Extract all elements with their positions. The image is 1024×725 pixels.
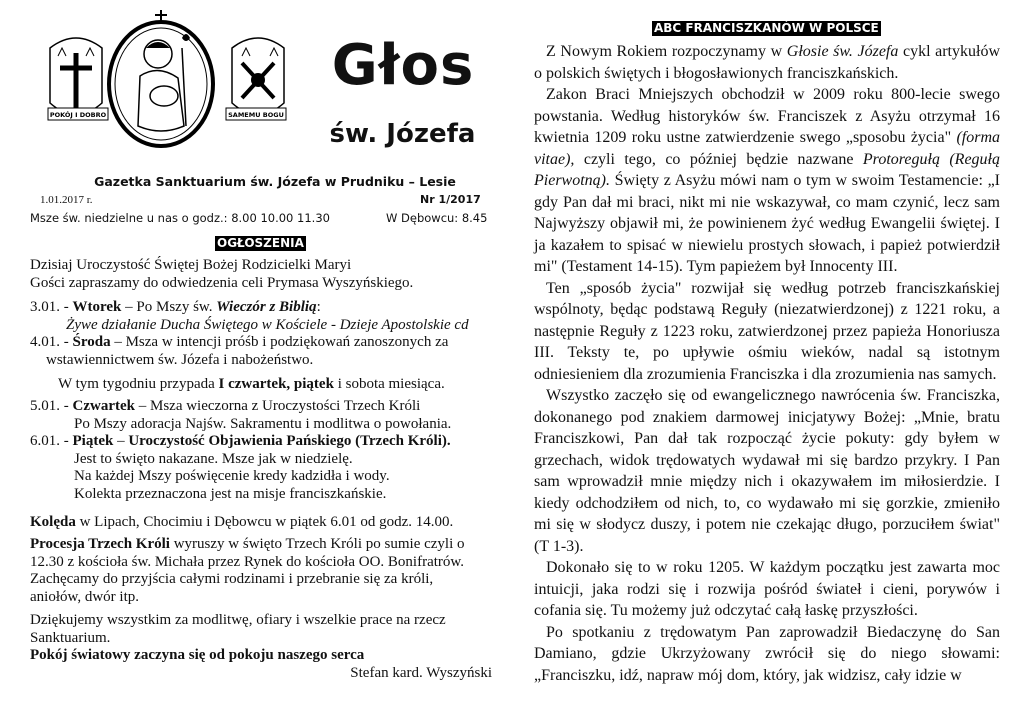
franciscan-emblem <box>46 8 288 150</box>
article-paragraph: Po spotkaniu z trędowatym Pan zaprowadził Biedaczynę do San Damiano, gdzie Ukrzyżowany zwrócił się do niego słowami: „Franciszku, idź, napraw mój dom, który, jak widzisz, cały idzie w <box>534 623 1000 684</box>
thanks-note <box>30 612 500 682</box>
koleda-note <box>30 514 500 532</box>
article-paragraph: Wszystko zaczęło się od ewangelicznego nawrócenia św. Franciszka, dokonanego pod znakiem darmowej inicjatywy Bożej: „Mnie, bratu Franciszkowi, Pan dał tak rozpocząć życie pokuty: gdy byłem w grzechach, widok trędowatych wydawał mi się bardzo przykry. I Pan sam wprowadził mnie między nich i okazywałem im miłosierdzie. I kiedy odchodziłem od nich, to, co wydawało mi się gorzkie, zmieniło mi się w słodycz duszy, i potem nie czekając długo, porzuciłem świat" (T 1-3). <box>534 387 1000 555</box>
issue-number: Nr 1/2017 <box>420 193 481 206</box>
mass-schedule: Msze św. niedzielne u nas o godz.: 8.00 10.00 11.30 <box>30 211 330 225</box>
ann-text: W tym tygodniu przypada <box>58 376 219 392</box>
ann-text: Jest to święto nakazane. Msze jak w niedzielę. <box>74 450 353 467</box>
ann-text: Zachęcamy do przyjścia całymi rodzinami i przebranie się za króli, <box>30 571 434 587</box>
ann-text: Kolekta przeznaczona jest na misje franciszkańskie. <box>74 485 387 502</box>
text: Zakon Braci Mniejszych obchodził w 2009 roku 800-lecie swego powstania. Według historyków św. Franciszek z Asyżu otrzymał 16 kwietnia 1209 roku ustne zatwierdzenie swego „sposobu życia" <box>534 86 1000 146</box>
announcements-intro <box>30 257 500 292</box>
ann-text: Sanktuarium. <box>30 629 111 646</box>
article-paragraph <box>534 84 1000 278</box>
svg-text:POKÓJ I DOBRO: POKÓJ I DOBRO <box>49 111 107 119</box>
ann-text: i sobota miesiąca. <box>333 376 445 392</box>
mass-schedule-debowiec: W Dębowcu: 8.45 <box>386 211 488 225</box>
ann-text: w Lipach, Chocimiu i Dębowcu w piątek 6.01 od godz. 14.00. <box>75 514 454 530</box>
day-label: Wtorek <box>72 299 122 315</box>
ann-text: – Po Mszy św. <box>121 299 217 315</box>
intro-line: Dzisiaj Uroczystość Świętej Bożej Rodzicielki Maryi <box>30 257 352 273</box>
ann-bold: Kolęda <box>30 514 76 530</box>
ann-text: wyruszy w święto Trzech Króli po sumie czyli o <box>169 536 465 552</box>
ann-text: Po Mszy adoracja Najśw. Sakramentu i modlitwa o powołania. <box>74 415 452 432</box>
issue-date: 1.01.2017 r. <box>40 194 93 206</box>
announcements-heading: OGŁOSZENIA <box>217 236 304 250</box>
article-paragraph: Dokonało się to w roku 1205. W każdym początku jest zawarta moc intuicji, jaka rodzi się i rozwija pośród świateł i cieni, porywów i cofania się. Tu możemy już odczytać całą łaskę przyszłości. <box>534 559 1000 619</box>
text: Święty z Asyżu mówi nam o tym w swoim Testamencie: „I gdy Pan dał mi braci, nikt mi nie wskazywał, co mam czynić, lecz sam Najwyższy objawił mi, że powinienem żyć według Ewangelii świętej. I ja kazałem to spisać w niewielu prostych słowach, i papież potwierdził mi" (Testament 14-15). Tym papieżem był Innocenty III. <box>534 172 1000 275</box>
ann-bold: Procesja Trzech Króli <box>30 536 170 552</box>
event-name: Wieczór z Biblią <box>216 299 317 315</box>
newsletter-subtitle: Gazetka Sanktuarium św. Józefa w Prudniku – Lesie <box>94 174 456 189</box>
text: czyli tego, co później będzie nazwane <box>574 150 863 168</box>
right-coat-of-arms-icon <box>232 38 284 115</box>
announcement-thursday-friday <box>30 398 500 503</box>
ann-text: Na każdej Mszy poświęcenie kredy kadzidła i wody. <box>74 468 390 484</box>
text: cykl artykułów o polskich świętych i błogosławionych franciszkańskich. <box>534 43 1000 82</box>
quote-author: Stefan kard. Wyszyński <box>350 664 492 681</box>
day-label: Piątek <box>72 433 114 449</box>
announcement-tuesday <box>30 299 500 369</box>
article-body <box>534 41 1000 686</box>
article-paragraph <box>534 41 1000 84</box>
ann-text: Żywe działanie Ducha Świętego w Kościele - Dzieje Apostolskie cd <box>66 316 469 333</box>
text: (forma vitae), <box>534 129 1000 168</box>
newsletter-title: Głos <box>331 33 475 98</box>
week-note <box>30 376 528 394</box>
date-label: 6.01. - <box>30 433 73 449</box>
left-coat-of-arms-icon <box>50 38 102 115</box>
day-label: Środa <box>72 334 111 350</box>
article-paragraph: Ten „sposób życia" rozwijał się według potrzeb franciszkańskiej wspólnoty, będąc podstawą Reguły (niezatwierdzonej) z 1221 roku, a następnie Reguły z 1223 roku, zatwierdzonej przez papieża Honoriusza III. Teksty te, po upływie ośmiu wieków, nadal są istotnym odniesieniem dla zrozumienia Franciszka i dla zrozumienia nas samych. <box>534 279 1000 383</box>
date-label: 4.01. - <box>30 334 73 350</box>
day-label: Czwartek <box>72 398 135 414</box>
svg-text:SAMEMU BOGU: SAMEMU BOGU <box>228 111 284 119</box>
text: Protoregułą (Regułą Pierwotną). <box>534 150 1001 189</box>
date-label: 5.01. - <box>30 398 73 414</box>
ann-text: Dziękujemy wszystkim za modlitwę, ofiary i wszelkie prace na rzecz <box>30 612 446 628</box>
procession-note <box>30 536 500 606</box>
ann-text: – Msza wieczorna z Uroczystości Trzech Króli <box>134 398 421 414</box>
newsletter-title-subline: św. Józefa <box>329 119 476 149</box>
ann-text: wstawiennictwem św. Józefa i nabożeństwo. <box>46 351 314 368</box>
ann-text: 12.30 z kościoła św. Michała przez Rynek do kościoła OO. Bonifratrów. <box>30 553 465 570</box>
ann-text: I czwartek, piątek <box>218 376 334 392</box>
article-heading: ABC FRANCISZKANÓW W POLSCE <box>654 21 879 35</box>
intro-line: Gości zapraszamy do odwiedzenia celi Prymasa Wyszyńskiego. <box>30 274 414 291</box>
text: Z Nowym Rokiem rozpoczynamy w <box>546 43 787 60</box>
ann-text: : <box>316 299 321 315</box>
saint-joseph-icon <box>109 10 213 146</box>
date-label: 3.01. - <box>30 299 73 315</box>
quote: Pokój światowy zaczyna się od pokoju naszego serca <box>30 647 365 663</box>
event-name: Uroczystość Objawienia Pańskiego (Trzech Króli). <box>128 433 451 449</box>
ann-text: – <box>113 433 129 449</box>
ann-text: aniołów, dwór itp. <box>30 588 140 605</box>
ann-text: – Msza w intencji próśb i podziękowań zanoszonych za <box>110 334 449 350</box>
text: Głosie św. Józefa <box>786 43 899 60</box>
